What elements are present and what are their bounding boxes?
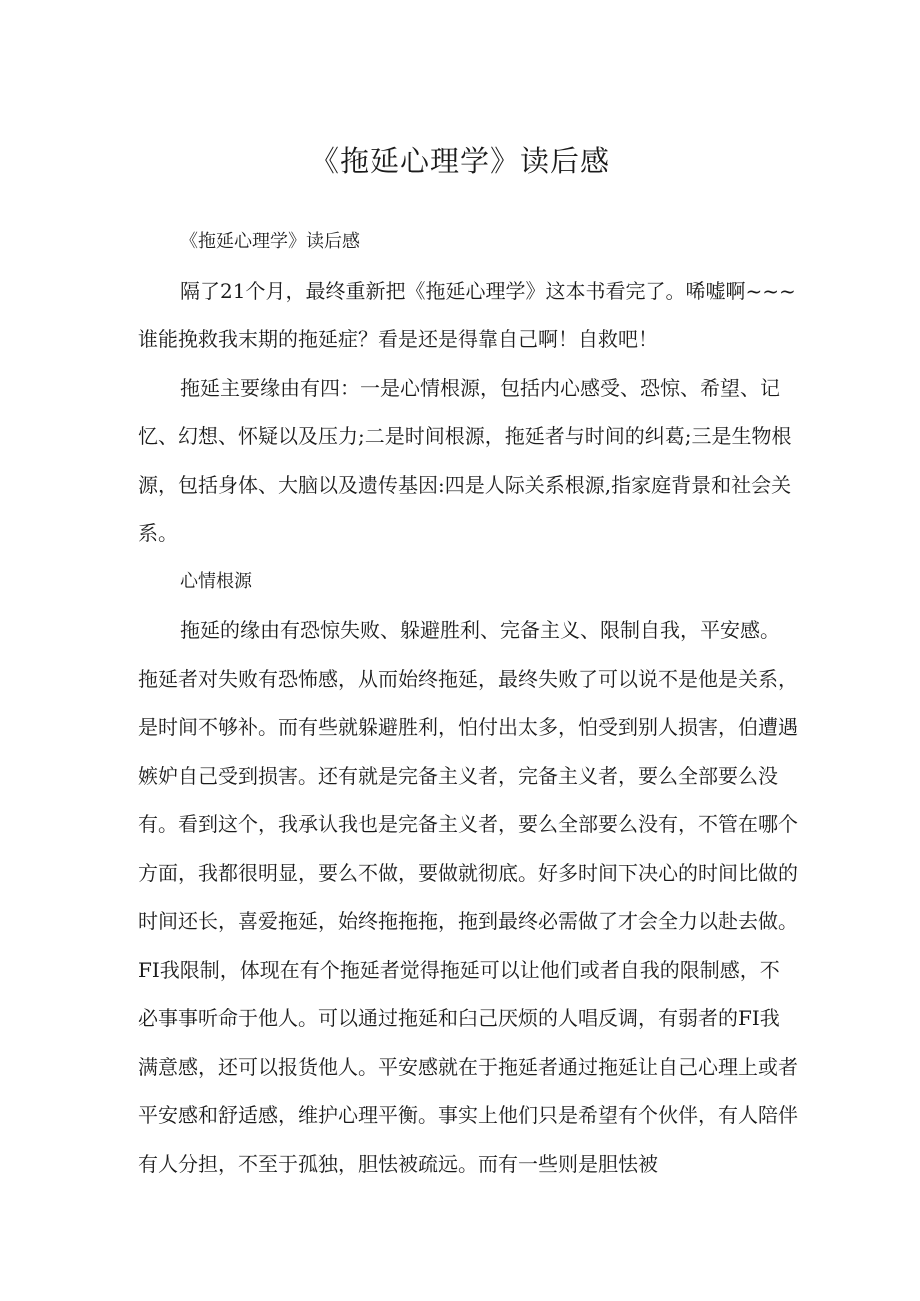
intro-paragraph: 隔了21个月，最终重新把《拖延心理学》这本书看完了。唏嘘啊~~~谁能挽救我末期的拖延症？看是还是得靠自己啊！自救吧！	[138, 278, 796, 351]
document-title: 《拖延心理学》读后感	[309, 144, 610, 178]
subtitle-paragraph: 《拖延心理学》读后感	[180, 231, 360, 252]
reasons-paragraph: 拖延主要缘由有四：一是心情根源，包括内心感受、恐惊、希望、记忆、幻想、怀疑以及压力;二是时间根源，拖延者与时间的纠葛;三是生物根源，包括身体、大脑以及遗传基因:四是人际关系根源,指家庭背景和社会关系。	[138, 375, 792, 545]
document-body	[138, 218, 798, 1188]
emotion-roots-paragraph: 拖延的缘由有恐惊失败、躲避胜利、完备主义、限制自我，平安感。拖延者对失败有恐怖感，从而始终拖延，最终失败了可以说不是他是关系，是时间不够补。而有些就躲避胜利，怕付出太多，怕受到别人损害，伯遭遇嫉妒自己受到损害。还有就是完备主义者，完备主义者，要么全部要么没有。看到这个，我承认我也是完备主义者，要么全部要么没有，不管在哪个方面，我都很明显，要么不做，要做就彻底。好多时间下决心的时间比做的时间还长，喜爱拖延，始终拖拖拖，拖到最终必需做了才会全力以赴去做。FI我限制，体现在有个拖延者觉得拖延可以让他们或者自我的限制感，不必事事听命于他人。可以通过拖延和臼己厌烦的人唱反调，有弱者的FI我满意感，还可以报货他人。平安感就在于拖延者通过拖延让自己心理上或者平安感和舒适感，维护心理平衡。事实上他们只是希望有个伙伴，有人陪伴有人分担，不至于孤独，胆怯被疏远。而有一些则是胆怯被	[138, 618, 798, 1176]
section-heading: 心情根源	[180, 570, 252, 592]
